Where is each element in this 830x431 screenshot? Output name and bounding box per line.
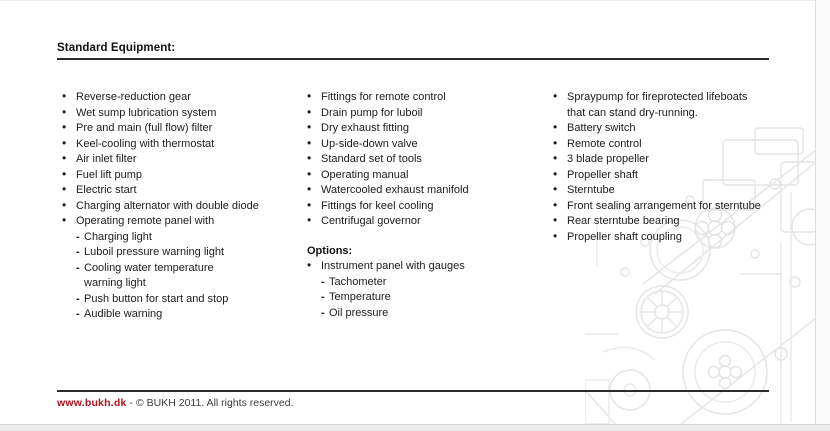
bullet-icon: •	[62, 120, 67, 134]
sub-list-item	[62, 245, 307, 261]
page-top-edge	[0, 0, 830, 1]
bullet-icon: •	[553, 120, 558, 134]
list-item	[62, 121, 307, 137]
bullet-icon: •	[62, 135, 67, 150]
bullet-icon: •	[62, 151, 67, 165]
dash-icon: -	[321, 275, 325, 288]
list-item	[553, 90, 818, 106]
item-label: Rear sterntube bearing	[567, 215, 680, 227]
equipment-column-2	[307, 90, 552, 321]
copyright-text: © BUKH 2011. All rights reserved.	[135, 397, 294, 409]
dash-icon: -	[321, 306, 325, 319]
list-item	[553, 199, 818, 215]
item-label: Instrument panel with gauges	[321, 260, 465, 272]
sub-list-item	[62, 307, 307, 323]
item-label: Watercooled exhaust manifold	[321, 184, 469, 196]
list-item	[62, 106, 307, 122]
bullet-icon: •	[307, 197, 312, 212]
item-label: Battery switch	[567, 122, 636, 134]
list-item	[553, 152, 818, 168]
item-label: Sterntube	[567, 184, 615, 196]
bullet-icon: •	[307, 182, 312, 196]
item-label: Operating manual	[321, 168, 409, 181]
item-label: Propeller shaft	[567, 168, 638, 181]
dash-icon: -	[76, 292, 80, 305]
bullet-icon: •	[307, 151, 312, 165]
list-item	[553, 168, 818, 184]
item-label: Pre and main (full flow) filter	[76, 122, 213, 134]
bullet-icon: •	[62, 166, 67, 181]
list-item	[62, 152, 307, 168]
item-label: Standard set of tools	[321, 153, 422, 165]
item-label: Operating remote panel with	[76, 215, 215, 227]
equipment-column-3	[553, 90, 818, 245]
bullet-icon: •	[307, 135, 312, 150]
sub-list-item	[307, 290, 552, 306]
list-item	[62, 137, 307, 153]
list-item	[553, 183, 818, 199]
item-label: Dry exhaust fitting	[321, 122, 410, 134]
item-label: Luboil pressure warning light	[84, 246, 225, 258]
bullet-icon: •	[307, 213, 312, 227]
item-label: warning light	[84, 277, 146, 289]
footer-divider	[57, 390, 769, 392]
item-label: Tachometer	[329, 275, 387, 288]
options-heading: Options:	[307, 244, 353, 257]
bullet-icon: •	[553, 166, 558, 181]
list-item	[307, 137, 552, 153]
item-label: Fuel lift pump	[76, 168, 143, 181]
sub-list-item	[62, 276, 307, 292]
sub-list-item	[62, 292, 307, 308]
sub-list-item	[307, 306, 552, 322]
list-item	[307, 183, 552, 199]
list-item	[553, 214, 818, 230]
bullet-icon: •	[307, 89, 312, 103]
page-right-edge	[815, 0, 830, 424]
sub-list-item	[62, 230, 307, 246]
dash-icon: -	[321, 291, 325, 303]
list-item	[307, 121, 552, 137]
list-item	[62, 183, 307, 199]
item-label: Electric start	[76, 184, 137, 196]
item-label: Charging light	[84, 230, 152, 243]
bullet-icon: •	[307, 104, 312, 119]
footer-separator: -	[129, 397, 133, 409]
item-label: Centrifugal governor	[321, 215, 421, 227]
dash-icon: -	[76, 308, 80, 320]
list-item	[553, 106, 818, 122]
list-item	[307, 199, 552, 215]
website-link[interactable]: www.bukh.dk	[57, 397, 127, 409]
item-label: Push button for start and stop	[84, 292, 229, 305]
dash-icon: -	[76, 246, 80, 258]
bullet-icon: •	[553, 89, 558, 103]
item-label: Oil pressure	[329, 306, 389, 319]
dash-icon: -	[76, 261, 80, 274]
bullet-icon: •	[307, 166, 312, 181]
bullet-icon: •	[62, 89, 67, 103]
item-label: that can stand dry-running.	[567, 106, 698, 119]
bullet-icon: •	[62, 213, 67, 227]
bullet-icon: •	[553, 228, 558, 243]
list-item	[307, 259, 552, 275]
item-label: Spraypump for fireprotected lifeboats	[567, 91, 748, 103]
bullet-icon: •	[307, 258, 312, 272]
item-label: 3 blade propeller	[567, 153, 649, 165]
list-item	[62, 199, 307, 215]
list-item	[62, 168, 307, 184]
page-bottom-edge	[0, 424, 830, 431]
bullet-icon: •	[62, 104, 67, 119]
equipment-column-1	[62, 90, 307, 323]
list-item	[553, 121, 818, 137]
sub-list-item	[307, 275, 552, 291]
bullet-icon: •	[553, 213, 558, 227]
list-item	[307, 90, 552, 106]
bullet-icon: •	[553, 197, 558, 212]
bullet-icon: •	[553, 151, 558, 165]
item-label: Reverse-reduction gear	[76, 91, 191, 103]
list-item	[307, 152, 552, 168]
item-label: Cooling water temperature	[84, 261, 214, 274]
item-label: Front sealing arrangement for sterntube	[567, 199, 761, 212]
list-item	[553, 230, 818, 246]
list-item	[553, 137, 818, 153]
item-label: Air inlet filter	[76, 153, 137, 165]
item-label: Fittings for remote control	[321, 91, 446, 103]
list-item	[307, 168, 552, 184]
item-label: Keel-cooling with thermostat	[76, 137, 215, 150]
item-label: Wet sump lubrication system	[76, 106, 217, 119]
bullet-icon: •	[553, 182, 558, 196]
list-item	[62, 90, 307, 106]
list-item	[307, 214, 552, 230]
list-item	[307, 106, 552, 122]
item-label: Up-side-down valve	[321, 137, 418, 150]
bullet-icon: •	[553, 135, 558, 150]
item-label: Audible warning	[84, 308, 163, 320]
item-label: Charging alternator with double diode	[76, 199, 259, 212]
item-label: Remote control	[567, 137, 642, 150]
item-label: Drain pump for luboil	[321, 106, 423, 119]
bullet-icon: •	[62, 182, 67, 196]
item-label: Propeller shaft coupling	[567, 230, 682, 243]
list-item	[62, 214, 307, 230]
item-label: Fittings for keel cooling	[321, 199, 434, 212]
title-divider	[57, 58, 769, 60]
sub-list-item	[62, 261, 307, 277]
item-label: Temperature	[329, 291, 391, 303]
bullet-icon: •	[62, 197, 67, 212]
page-title: Standard Equipment:	[57, 42, 176, 54]
dash-icon: -	[76, 230, 80, 243]
bullet-icon: •	[307, 120, 312, 134]
footer	[57, 397, 294, 409]
